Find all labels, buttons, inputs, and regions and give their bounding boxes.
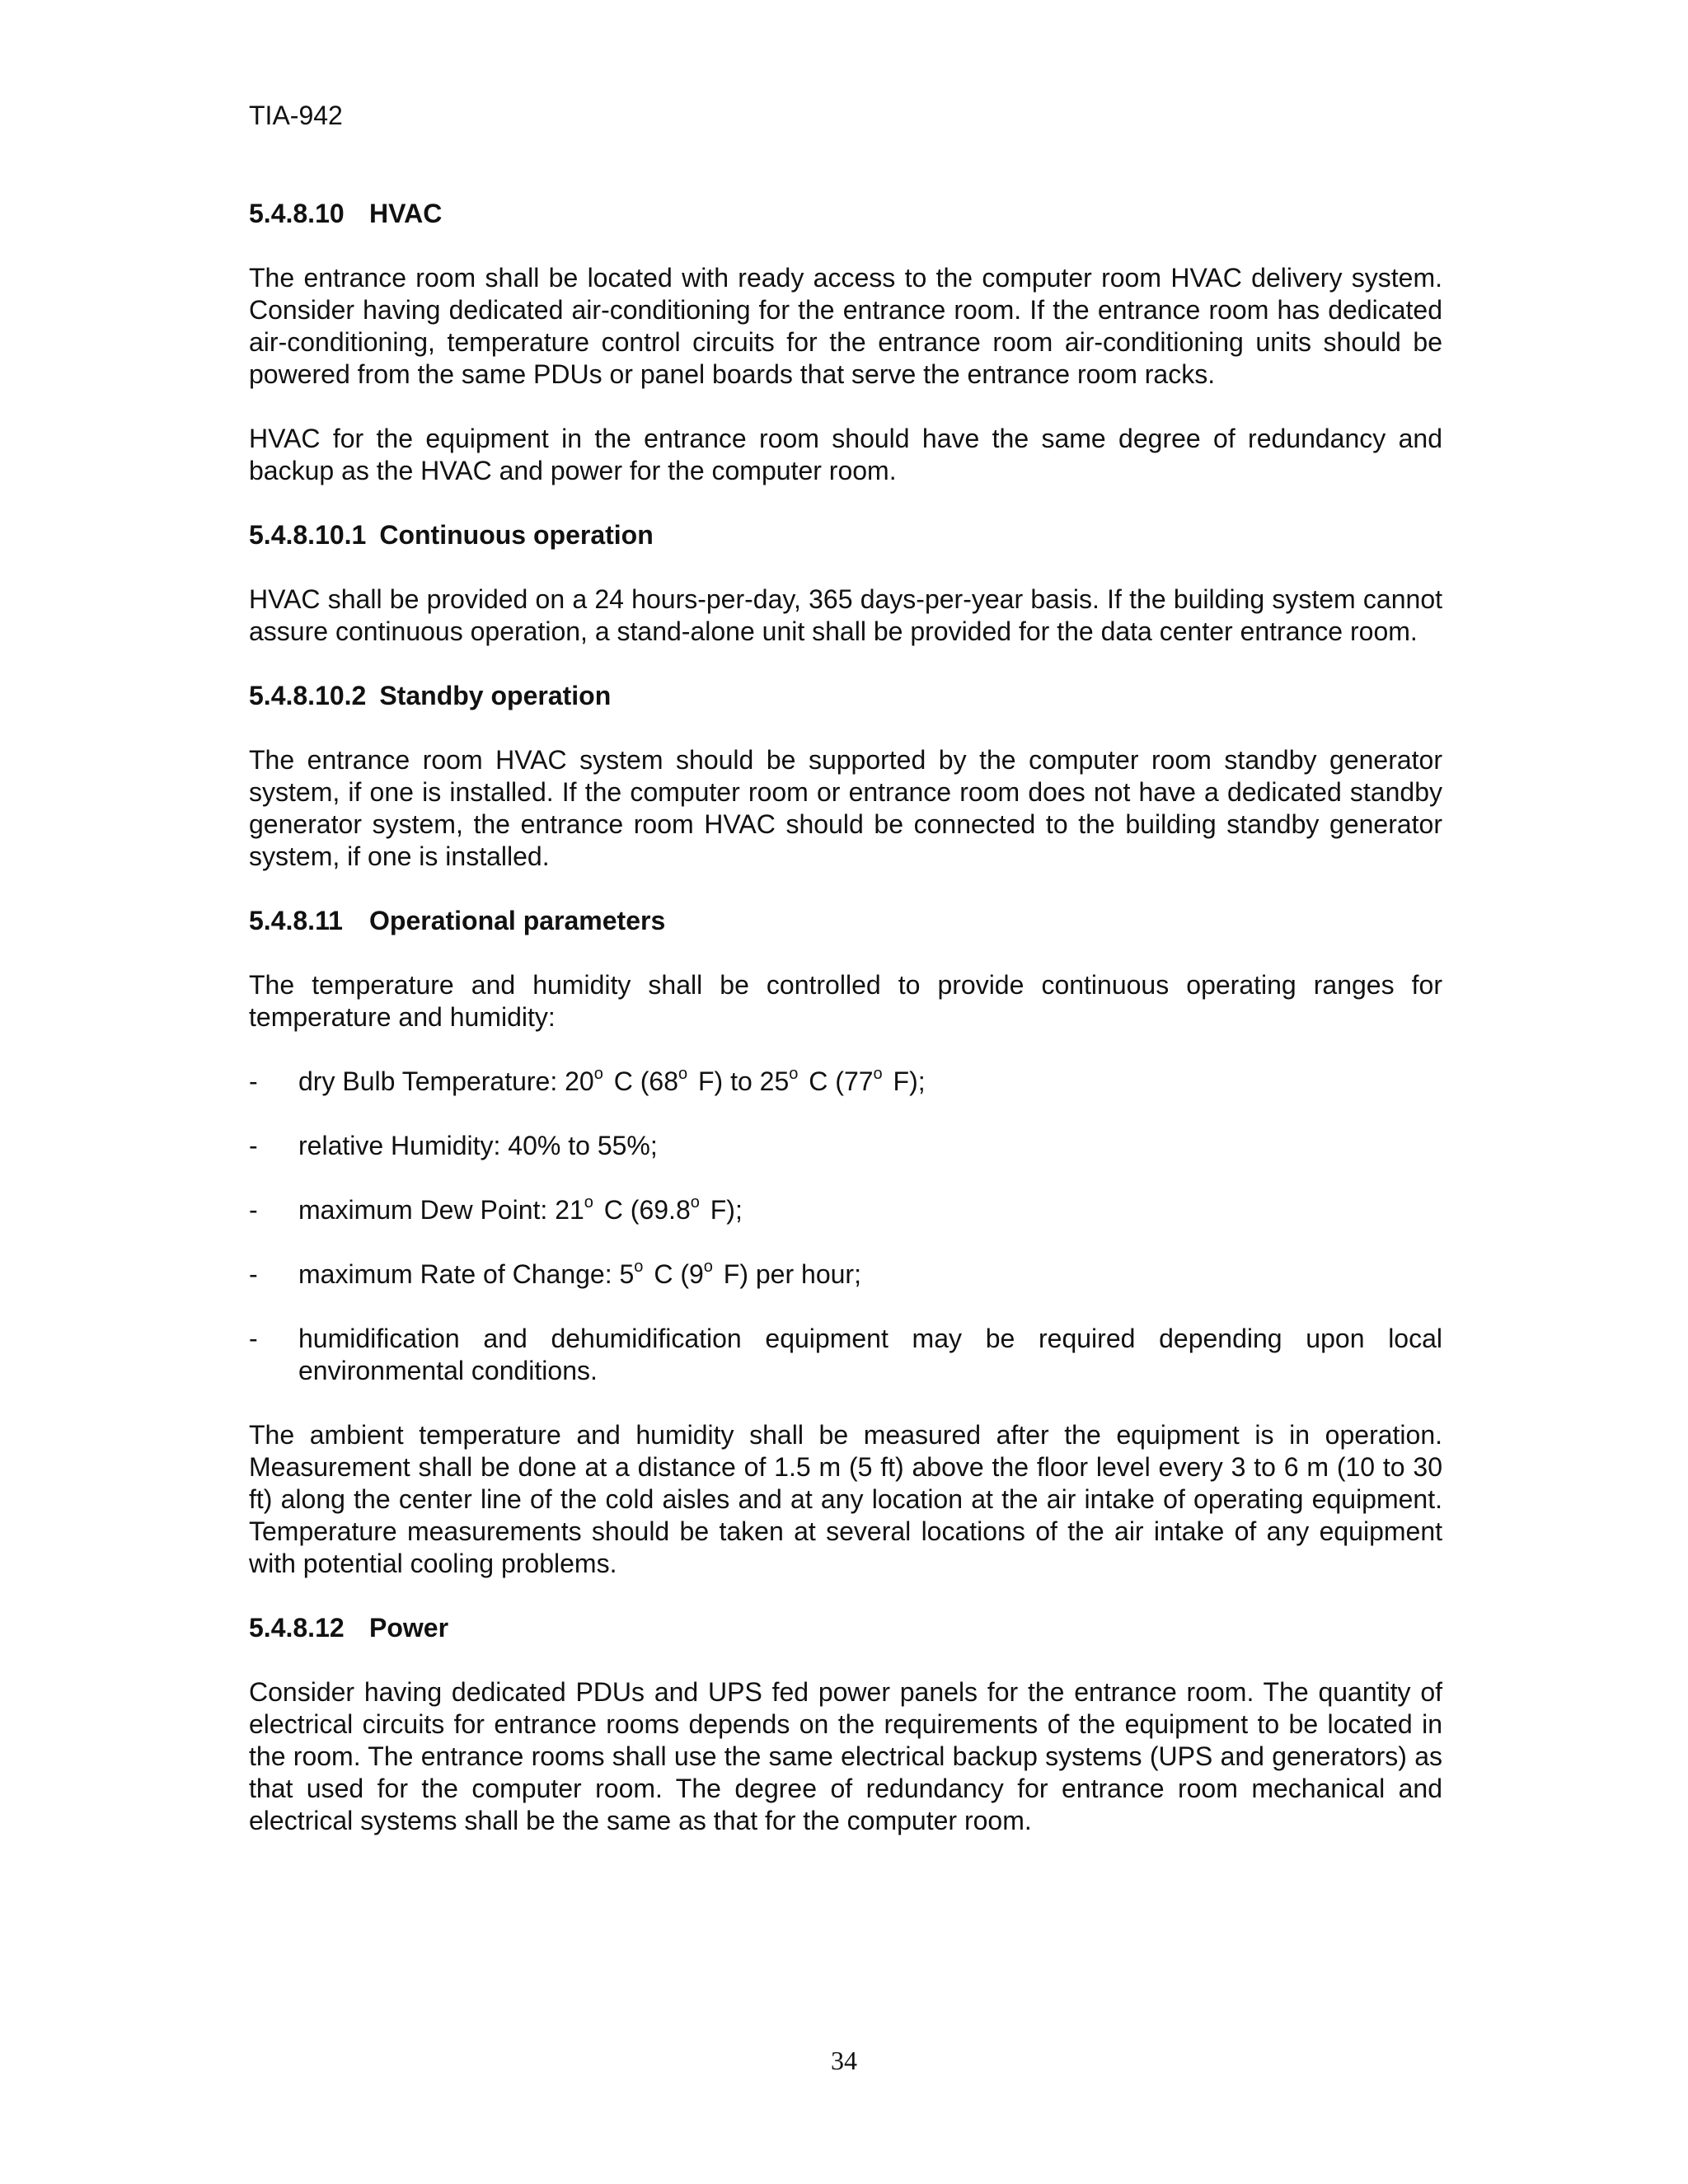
section-number: 5.4.8.10.1 [249, 520, 367, 550]
parameter-list [249, 1066, 1442, 1387]
section-title: HVAC [369, 199, 443, 228]
heading-power [249, 1612, 1442, 1644]
section-number: 5.4.8.11 [249, 906, 343, 935]
section-number: 5.4.8.10.2 [249, 681, 367, 710]
list-item: - maximum Rate of Change: 5$^o$ C (9$^o$ F) per hour; [249, 1258, 861, 1289]
page-content [249, 198, 1442, 1869]
degree-superscript: o [634, 1258, 644, 1276]
heading-standby-operation [249, 680, 1442, 712]
heading-continuous-operation [249, 519, 1442, 551]
list-item: - dry Bulb Temperature: 20$^o$ C (68$^o$ F) to 25$^o$ C (77$^o$ F); [249, 1065, 926, 1096]
document-id-header: TIA-942 [249, 101, 343, 130]
section-number: 5.4.8.12 [249, 1613, 345, 1643]
degree-superscript: o [789, 1065, 799, 1083]
page-number: 34 [831, 2046, 857, 2075]
bullet-dash: - [249, 1324, 258, 1353]
section-title: Power [369, 1613, 449, 1643]
bullet-dash: - [249, 1131, 258, 1160]
section-title: Continuous operation [379, 520, 654, 550]
bullet-dash: - [249, 1259, 258, 1289]
heading-operational-parameters [249, 905, 1442, 937]
paragraph: HVAC for the equipment in the entrance room should have the same degree of redundancy and backup as the HVAC and power for the computer room. [249, 424, 1442, 485]
paragraph: The entrance room shall be located with ready access to the computer room HVAC delivery system. Consider having dedicated air-conditioning for the entrance room. If the entrance room has dedicated air-conditioning, temperature control circuits for the entrance room air-conditioning units should be powered from the same PDUs or panel boards that serve the entrance room racks. [249, 263, 1442, 389]
paragraph: Consider having dedicated PDUs and UPS fed power panels for the entrance room. The quantity of electrical circuits for entrance rooms depends on the requirements of the equipment to be located in the room. The entrance rooms shall use the same electrical backup systems (UPS and generators) as that used for the computer room. The degree of redundancy for entrance room mechanical and electrical systems shall be the same as that for the computer room. [249, 1677, 1442, 1835]
degree-superscript: o [593, 1065, 603, 1083]
degree-superscript: o [690, 1193, 700, 1212]
list-item: - humidification and dehumidification equipment may be required depending upon local environmental conditions. [249, 1324, 1442, 1385]
section-number: 5.4.8.10 [249, 199, 345, 228]
degree-superscript: o [703, 1258, 713, 1276]
paragraph: The temperature and humidity shall be controlled to provide continuous operating ranges for temperature and humidity: [249, 970, 1442, 1032]
degree-superscript: o [678, 1065, 688, 1083]
bullet-dash: - [249, 1195, 258, 1225]
bullet-dash: - [249, 1066, 258, 1096]
paragraph: The entrance room HVAC system should be supported by the computer room standby generator system, if one is installed. If the computer room or entrance room does not have a dedicated standby generator system, the entrance room HVAC should be connected to the building standby generator system, if one is installed. [249, 745, 1442, 871]
degree-superscript: o [873, 1065, 883, 1083]
paragraph: The ambient temperature and humidity shall be measured after the equipment is in operation. Measurement shall be done at a distance of 1.5 m (5 ft) above the floor level every 3 to 6 m (10 to 30 ft) along the center line of the cold aisles and at any location at the air intake of operating equipment. Temperature measurements should be taken at several locations of the air intake of any equipment with potential cooling problems. [249, 1420, 1442, 1578]
list-item: - maximum Dew Point: 21$^o$ C (69.8$^o$ F); [249, 1193, 743, 1225]
heading-hvac [249, 198, 1442, 230]
degree-superscript: o [584, 1193, 593, 1212]
list-item: - relative Humidity: 40% to 55%; [249, 1131, 658, 1160]
section-title: Standby operation [379, 681, 612, 710]
paragraph: HVAC shall be provided on a 24 hours-per-day, 365 days-per-year basis. If the building system cannot assure continuous operation, a stand-alone unit shall be provided for the data center entrance room. [249, 584, 1442, 646]
section-title: Operational parameters [369, 906, 666, 935]
